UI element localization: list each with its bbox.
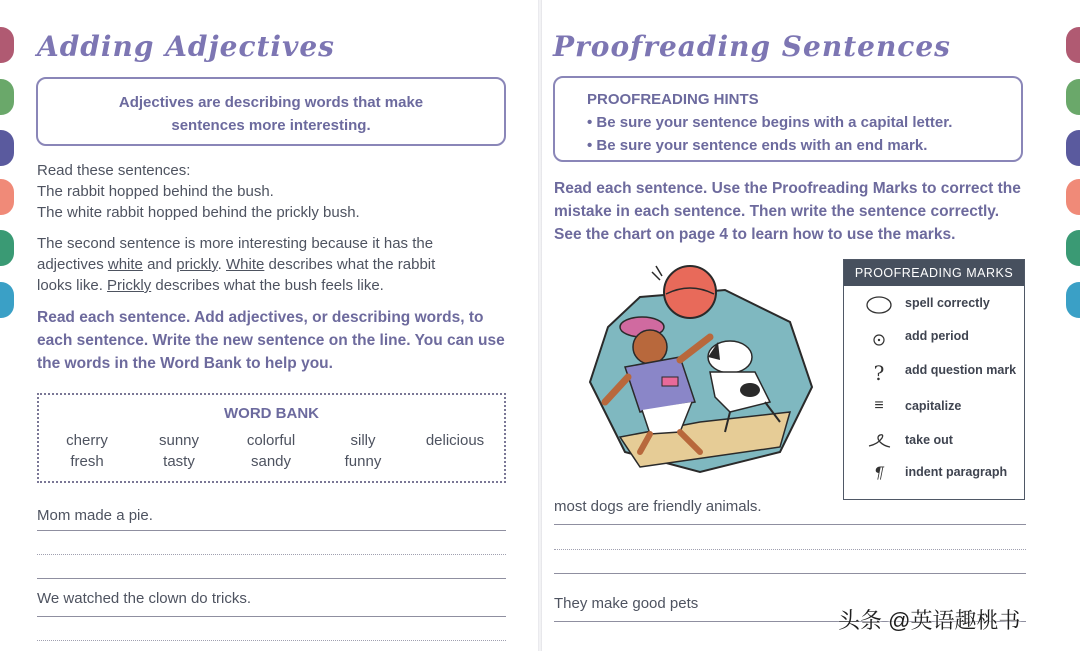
writing-guide-line bbox=[37, 640, 506, 641]
mark-row bbox=[844, 393, 1024, 423]
mark-row bbox=[844, 427, 1024, 457]
explanation-text: looks like. bbox=[37, 277, 108, 294]
proofreading-marks-chart bbox=[843, 259, 1025, 500]
period-circle-icon bbox=[864, 330, 894, 350]
explanation-text: and bbox=[142, 256, 177, 273]
boy-and-dog-illustration bbox=[580, 262, 830, 477]
hints-title: PROOFREADING HINTS bbox=[587, 91, 759, 108]
instruction-line: See the chart on page 4 to learn how to use the marks. bbox=[554, 226, 956, 243]
mark-row bbox=[844, 459, 1024, 489]
writing-line[interactable] bbox=[37, 578, 506, 579]
instruction-line: the words in the Word Bank to help you. bbox=[37, 355, 333, 372]
proofread-sentence-1: most dogs are friendly animals. bbox=[554, 498, 762, 515]
color-tab bbox=[1066, 79, 1080, 115]
bullet-icon: • bbox=[587, 114, 597, 131]
word-bank-word: cherry bbox=[66, 432, 108, 449]
mark-label: take out bbox=[905, 433, 953, 447]
underlined-adjective: White bbox=[226, 256, 265, 273]
instruction-line: Read each sentence. Use the Proofreading Marks to correct the bbox=[554, 180, 1021, 197]
word-bank-word: delicious bbox=[425, 432, 485, 449]
color-tab bbox=[0, 179, 14, 215]
color-tab bbox=[1066, 282, 1080, 318]
hint-text: Be sure your sentence ends with an end mark. bbox=[596, 137, 928, 154]
mark-label: add question mark bbox=[905, 363, 1017, 377]
word-bank-word: fresh bbox=[70, 453, 104, 470]
question-mark-icon: ? bbox=[873, 361, 885, 385]
mark-label: add period bbox=[905, 329, 969, 343]
color-tab bbox=[0, 130, 14, 166]
explanation-text: describes what the bush feels like. bbox=[151, 277, 384, 294]
mark-row bbox=[844, 290, 1024, 320]
underlined-adjective: Prickly bbox=[107, 277, 152, 294]
watermark: 头条 @英语趣桃书 bbox=[838, 608, 1021, 633]
mark-label: capitalize bbox=[905, 399, 962, 413]
writing-guide-line bbox=[37, 554, 506, 555]
color-tab bbox=[0, 79, 14, 115]
explanation-paragraph bbox=[37, 233, 517, 296]
mark-row bbox=[844, 357, 1024, 387]
boy-face bbox=[633, 330, 667, 364]
instruction-line: each sentence. Write the new sentence on the line. You can use bbox=[37, 332, 505, 349]
writing-guide-line bbox=[554, 549, 1026, 550]
capitalize-icon: ≡ bbox=[874, 397, 884, 414]
example-sentence-1: The rabbit hopped behind the bush. bbox=[37, 183, 274, 200]
exercise-sentence-2: We watched the clown do tricks. bbox=[37, 590, 251, 607]
word-bank-title: WORD BANK bbox=[224, 405, 319, 422]
book-spine bbox=[538, 0, 542, 651]
instruction-line: mistake in each sentence. Then write the sentence correctly. bbox=[554, 203, 1000, 220]
word-bank-word: funny bbox=[344, 453, 382, 470]
example-sentence-2: The white rabbit hopped behind the prickly bush. bbox=[37, 204, 360, 221]
explanation-text: The second sentence is more interesting because it has the bbox=[37, 235, 434, 252]
hint-item bbox=[587, 134, 1021, 157]
explanation-text: describes what the rabbit bbox=[264, 256, 436, 273]
word-bank-word: sandy bbox=[250, 453, 292, 470]
mark-label: indent paragraph bbox=[905, 465, 1008, 479]
color-tab bbox=[1066, 179, 1080, 215]
mark-label: spell correctly bbox=[905, 296, 990, 310]
writing-line[interactable] bbox=[37, 530, 506, 531]
writing-line[interactable] bbox=[37, 616, 506, 617]
adjective-instructions bbox=[37, 306, 527, 375]
color-tab bbox=[0, 282, 14, 318]
word-bank-word: silly bbox=[350, 432, 376, 449]
ellipse-icon bbox=[864, 295, 894, 315]
page-title-proofreading: Proofreading Sentences bbox=[553, 30, 951, 63]
proofread-sentence-2: They make good pets bbox=[554, 595, 699, 612]
read-intro: Read these sentences: bbox=[37, 162, 191, 179]
color-tab bbox=[1066, 230, 1080, 266]
paragraph-icon: ¶ bbox=[873, 463, 885, 482]
mark-row bbox=[844, 323, 1024, 353]
page-title-adding-adjectives: Adding Adjectives bbox=[37, 30, 335, 63]
color-tab bbox=[1066, 130, 1080, 166]
definition-box: Adjectives are describing words that make sentences more interesting. bbox=[36, 77, 506, 146]
hint-text: Be sure your sentence begins with a capital letter. bbox=[596, 114, 953, 131]
word-bank-word: tasty bbox=[163, 453, 195, 470]
underlined-adjective: white bbox=[107, 256, 143, 273]
proofreading-hints-box bbox=[553, 76, 1023, 162]
explanation-text: adjectives bbox=[37, 256, 108, 273]
word-bank bbox=[37, 393, 506, 483]
explanation-text: . bbox=[217, 256, 227, 273]
delete-loop-icon bbox=[864, 432, 894, 452]
underlined-adjective: prickly bbox=[176, 256, 218, 273]
instruction-line: Read each sentence. Add adjectives, or describing words, to bbox=[37, 309, 484, 326]
color-tab bbox=[1066, 27, 1080, 63]
marks-chart-title: PROOFREADING MARKS bbox=[844, 260, 1024, 286]
hint-item bbox=[587, 111, 1021, 134]
writing-line[interactable] bbox=[554, 524, 1026, 525]
proofreading-instructions bbox=[554, 177, 1044, 246]
color-tab bbox=[0, 230, 14, 266]
word-bank-word: sunny bbox=[158, 432, 200, 449]
word-bank-word: colorful bbox=[246, 432, 296, 449]
bullet-icon: • bbox=[587, 137, 597, 154]
writing-line[interactable] bbox=[554, 573, 1026, 574]
color-tab bbox=[0, 27, 14, 63]
exercise-sentence-1: Mom made a pie. bbox=[37, 507, 153, 524]
